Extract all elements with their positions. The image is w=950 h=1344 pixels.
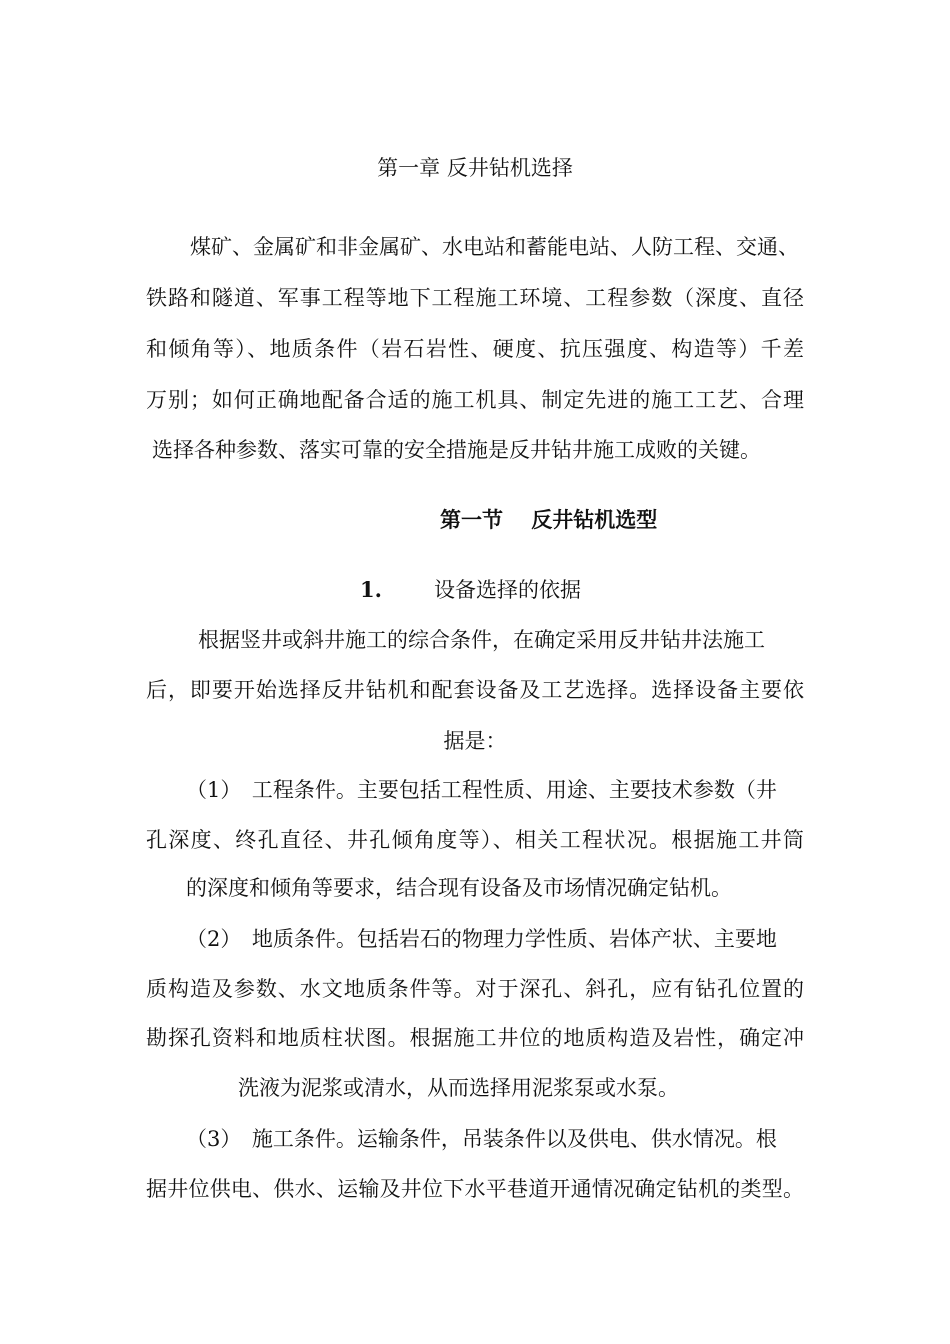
basis-line: 根据竖井或斜井施工的综合条件，在确定采用反井钻井法施工 xyxy=(198,628,765,652)
item-3-line: 据井位供电、供水、运输及井位下水平巷道开通情况确定钻机的类型。 xyxy=(146,1177,804,1201)
item-2-line: （2） 地质条件。包括岩石的物理力学性质、岩体产状、主要地 xyxy=(186,927,777,951)
item-1-line: 的深度和倾角等要求，结合现有设备及市场情况确定钻机。 xyxy=(186,876,732,900)
intro-line: 和倾角等）、地质条件（岩石岩性、硬度、抗压强度、构造等）千差 xyxy=(146,337,804,361)
basis-line: 据是： xyxy=(443,729,507,753)
basis-line: 后，即要开始选择反井钻机和配套设备及工艺选择。选择设备主要依 xyxy=(146,678,804,702)
item-3-line: （3） 施工条件。运输条件，吊装条件以及供电、供水情况。根 xyxy=(186,1127,777,1151)
chapter-title: 第一章 反井钻机选择 xyxy=(377,156,573,180)
intro-line: 万别；如何正确地配备合适的施工机具、制定先进的施工工艺、合理 xyxy=(146,388,804,412)
item-2-line: 勘探孔资料和地质柱状图。根据施工井位的地质构造及岩性，确定冲 xyxy=(146,1026,804,1050)
item-1-line: 孔深度、终孔直径、井孔倾角度等）、相关工程状况。根据施工井筒 xyxy=(146,828,804,852)
item-2-line: 质构造及参数、水文地质条件等。对于深孔、斜孔，应有钻孔位置的 xyxy=(146,977,804,1001)
subsection-title: 设备选择的依据 xyxy=(434,578,581,602)
intro-line: 铁路和隧道、军事工程等地下工程施工环境、工程参数（深度、直径 xyxy=(146,286,804,310)
item-1-line: （1） 工程条件。主要包括工程性质、用途、主要技术参数（井 xyxy=(186,778,777,802)
section-title: 第一节 反井钻机选型 xyxy=(440,507,658,532)
intro-line: 煤矿、金属矿和非金属矿、水电站和蓄能电站、人防工程、交通、 xyxy=(190,235,799,259)
subsection-number: 1. xyxy=(360,577,382,602)
intro-line: 选择各种参数、落实可靠的安全措施是反井钻井施工成败的关键。 xyxy=(152,438,761,462)
item-2-line: 洗液为泥浆或清水，从而选择用泥浆泵或水泵。 xyxy=(238,1076,679,1100)
